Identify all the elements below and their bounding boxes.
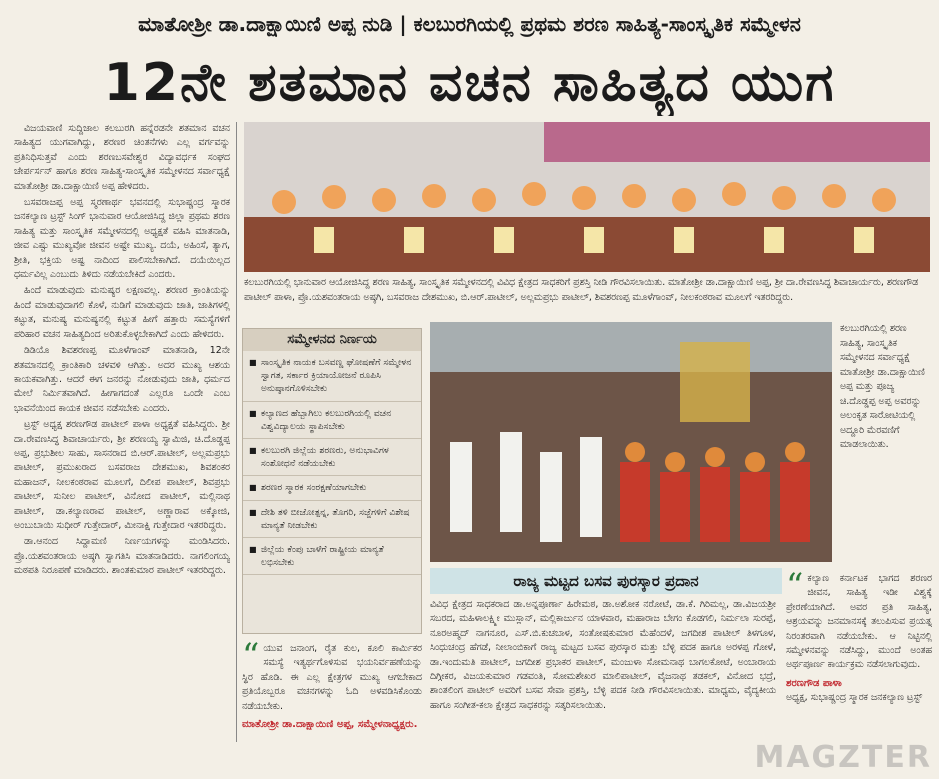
procession-caption: ಕಲಬುರಗಿಯಲ್ಲಿ ಶರಣ ಸಾಹಿತ್ಯ, ಸಾಂಸ್ಕೃತಿಕ ಸಮ್ಮೇಳನದ ಸರ್ವಾಧ್ಯಕ್ಷೆ ಮಾತೋಶ್ರೀ ಡಾ.ದಾಕ್ಷಾಯಿಣಿ ಅಪ್ಪ ಮತ್ತು ಪೂಜ್ಯ ಚಿ.ದೊಡ್ಡಪ್ಪ ಅಪ್ಪ ಅವರನ್ನು ಅಲಂಕೃತ ಸಾರೋಟಿಯಲ್ಲಿ ಅದ್ದೂರಿ ಮೆರವಣಿಗೆ ಮಾಡಲಾಯಿತು. <box>840 323 925 450</box>
stage-photo <box>244 122 930 272</box>
resolution-item: ■ ಶರಣರ ಸ್ಮಾರಕ ಸಂರಕ್ಷಣೆಯಾಗಬೇಕು <box>243 476 421 500</box>
pull-quote-attribution: ಶರಣಗೌಡ ಪಾಳಾ <box>786 677 842 689</box>
quote-mark-icon: “ <box>786 572 804 606</box>
procession-photo <box>430 322 832 562</box>
resolution-item: ■ ಕಲಬುರಗಿ ಜಿಲ್ಲೆಯ ಶರಣರು, ಅನುಭಾವಿಗಳ ಸಂಶೋಧನೆ ನಡೆಯಬೇಕು <box>243 439 421 476</box>
pull-quote-role: ಅಧ್ಯಕ್ಷ, ಸುಭಾಷ್ಚಂದ್ರ ಸ್ಮಾರಕ ಜನಕಲ್ಯಾಣ ಟ್ರಸ್ಟ್ <box>786 692 923 704</box>
stage-photo-illustration <box>244 122 930 272</box>
paragraph: ಬಸವರಾಜಪ್ಪ ಅಪ್ಪ ಸ್ಮರಣಾರ್ಥ ಭವನದಲ್ಲಿ ಸುಭಾಷ್ಚಂದ್ರ ಸ್ಮಾರಕ ಜನಕಲ್ಯಾಣ ಟ್ರಸ್ಟ್ ಸಿಂಗ್ ಭಾನುವಾರ ಆಯೋಜಿಸಿದ್ದ ಜಿಲ್ಲಾ ಪ್ರಥಮ ಶರಣ ಸಾಹಿತ್ಯ ಮತ್ತು ಸಾಂಸ್ಕೃತಿಕ ಸಮ್ಮೇಳನದಲ್ಲಿ ಅಧ್ಯಕ್ಷತೆ ವಹಿಸಿ ಮಾತನಾಡಿ, ಜೀವ ಎಷ್ಟು ಮುಖ್ಯವೋ ಜೀವನ ಅಷ್ಟೇ ಮುಖ್ಯ. ದಯೆ, ಅಹಿಂಸೆ, ತ್ಯಾಗ, ಶ್ರೀತಿ, ಭಕ್ತಿಯ ಅಷ್ಟ ನಾದಿಂದ ಪಾಲಿಸಬೇಕಾಗಿದೆ. ದಯೆಯಿಲ್ಲದ ಧರ್ಮವಿಲ್ಲ ಎಂಬುದು ತಿಳಿದು ನಡೆಯಬೇಕಿದೆ ಎಂದರು. <box>14 197 230 281</box>
paragraph: ವಿಜಯವಾಣಿ ಸುದ್ದಿಜಾಲ ಕಲಬುರಗಿ ಹನ್ನೆರಡನೇ ಶತಮಾನ ವಚನ ಸಾಹಿತ್ಯದ ಯುಗವಾಗಿದ್ದು, ಶರಣರ ಚಿಂತನೆಗಳು ಎಲ್ಲ ವರ್ಗವನ್ನು ಪ್ರತಿನಿಧಿಸುತ್ತವೆ ಎಂದು ಶರಣಬಸವೇಶ್ವರ ವಿದ್ಯಾವರ್ಧಕ ಸಂಘದ ಚೇರ್ಪರ್ಸನ್ ಹಾಗೂ ಶರಣ ಸಾಹಿತ್ಯ-ಸಾಂಸ್ಕೃತಿಕ ಸಮ್ಮೇಳನದ ಸರ್ವಾಧ್ಯಕ್ಷೆ ಮಾತೋಶ್ರೀ ಡಾ.ದಾಕ್ಷಾಯಿಣಿ ಅಪ್ಪ ಹೇಳಿದರು. <box>14 123 230 192</box>
resolution-item: ■ ಜಿಲ್ಲೆಯ ಕೆಂಪು ಬಾಳೆಗೆ ರಾಷ್ಟ್ರೀಯ ಮಾನ್ಯತೆ ಲಭಿಸಬೇಕು <box>243 538 421 575</box>
resolutions-title: ಸಮ್ಮೇಳನದ ನಿರ್ಣಯ <box>243 329 421 351</box>
pull-quote-text: ಯುವ ಜನಾಂಗ, ರೈತ ಕುಲ, ಕೂಲಿ ಕಾರ್ಮಿಕರ ಸಮಸ್ಯೆ ಇತ್ಯರ್ಥಗೊಳಿಸುವ ಭಯನಿರ್ವಹಣೆಯನ್ನು ಸ್ಥಿರ ಹೊಡಿ. ಈ ಎಲ್ಲ ಕ್ಷೇತ್ರಗಳ ಮುಖ್ಯ ಆಗಬೇಕಾದ ಪ್ರತಿಯೊಬ್ಬರೂ ವಚನಗಳನ್ನು ಓದಿ ಅಳವಡಿಸಿಕೊಂಡು ನಡೆಯಬೇಕು. <box>242 643 422 712</box>
awards-heading: ರಾಜ್ಯ ಮಟ್ಟದ ಬಸವ ಪುರಸ್ಕಾರ ಪ್ರದಾನ <box>430 568 782 594</box>
column-divider <box>236 122 237 742</box>
paragraph: ಡಾ.ಆನಂದ ಸಿದ್ದಾಮಣಿ ನಿರ್ಣಯಗಳನ್ನು ಮಂಡಿಸಿದರು. ಪ್ರೊ.ಯಶವಂತರಾಯ ಅಷ್ಠಗಿ ಸ್ವಾಗತಿಸಿ ಮಾತನಾಡಿದರು. ನಾಗಲಿಂಗಯ್ಯ ಮಠಪತಿ ನಿರೂಪಣೆ ಮಾಡಿದರು. ಶಾಂತಕುಮಾರ ಪಾಟೀಲ್ ಇತರರಿದ್ದರು. <box>14 536 230 577</box>
procession-photo-illustration <box>430 322 832 562</box>
paragraph: ಟ್ರಸ್ಟ್ ಅಧ್ಯಕ್ಷ ಶರಣಗೌಡ ಪಾಟೀಲ್ ಪಾಳಾ ಅಧ್ಯಕ್ಷತೆ ವಹಿಸಿದ್ದರು. ಶ್ರೀ ದಾ.ರೇವಣಸಿದ್ಧ ಶಿವಾಚಾರ್ಯರು, ಶ್ರೀ ಶರಣಯ್ಯ ಸ್ವಾಮಿಜಿ, ಚಿ.ದೊಡ್ಡಪ್ಪ ಅಪ್ಪ, ಪ್ರಭುಶೀಲ ಸಾಹು, ಸಾಸನರಾದ ಬಿ.ಆರ್.ಪಾಟೀಲ್, ಅಲ್ಲಮಪ್ರಭು ಪಾಟೀಲ್, ಪ್ರಮುಖರಾದ ಬಸವರಾಜ ದೇಶಮುಖ, ಶಿವಶಂಕರ ಮಹಾಜನ್, ನೀಲಕಂಠರಾವ ಮೂಲಗೆ, ದಿಲೀಪ ಪಾಟೀಲ್, ಶಿವಪ್ರಭು ಪಾಟೀಲ್, ಸುನೀಲ ಪಾಟೀಲ್, ವಿನೋದ ಪಾಟೀಲ್, ಮಲ್ಲಿನಾಥ ಪಾಟೀಲ್, ಡಾ.ಕಲ್ಯಾಣರಾವ ಪಾಟೀಲ್, ಅಣ್ಣಾರಾವ ಅಕ್ಕೋಜಿ, ಅಂಬುಬಾಯಿ ಸುಧೀರ್ ಗುತ್ತೇದಾರ್, ಮೀನಾಕ್ಷಿ ಗುತ್ತೇದಾರ ಇತರರಿದ್ದರು. <box>14 419 230 531</box>
lead-column <box>14 122 230 626</box>
pull-quote-text: ಕಲ್ಯಾಣ ಕರ್ನಾಟಕ ಭಾಗದ ಶರಣರ ಜೀವನ, ಸಾಹಿತ್ಯ ಇಡೀ ವಿಶ್ವಕ್ಕೆ ಪ್ರೇರಣೆಯಾಗಿದೆ. ಅವರ ಪ್ರತಿ ಸಾಹಿತ್ಯ, ಆಶ್ರಯವನ್ನು ಜನಮಾನಸಕ್ಕೆ ತಲುಪಿಸುವ ಪ್ರಯತ್ನ ನಿರಂತರವಾಗಿ ನಡೆಯಬೇಕು. ಆ ನಿಟ್ಟಿನಲ್ಲಿ ಸಮ್ಮೇಳನವನ್ನು ನಡೆಸಿದ್ದು, ಮುಂದೆ ಅಂತಹ ಅರ್ಥಪೂರ್ಣ ಕಾರ್ಯಕ್ರಮ ನಡೆಸಲಾಗುವುದು. <box>786 573 932 671</box>
resolution-item: ■ ಕಲ್ಯಾಣದ ಹೆಬ್ಬಾಗಿಲು ಕಲಬುರಗಿಯಲ್ಲಿ ವಚನ ವಿಶ್ವವಿದ್ಯಾಲಯ ಸ್ಥಾಪಿಸಬೇಕು <box>243 402 421 439</box>
paragraph: ಡಿಡಿಯೊ ಶಿವಶರಣಪ್ಪ ಮೂಳೆಗಾಂವ್ ಮಾತನಾಡಿ, 12ನೇ ಶತಮಾನದಲ್ಲಿ ಕ್ರಾಂತಿಕಾರಿ ಚಳವಳಿ ಆಗಿತ್ತು. ಅದರ ಮುಖ್ಯ ಆಶಯ ಕಾಯಕವಾಗಿತ್ತು. ಆದರೆ ಈಗ ಜನರನ್ನು ನೋಡುವುದು ಜಾತಿ, ಧರ್ಮದ ಮೇಲೆ ನಿರ್ಮಿತವಾಗಿದೆ. ಹೀಗಾಗದಂತೆ ಎಲ್ಲರೂ ಒಂದೇ ಎಂಬ ಭಾವನೆಯಿಂದ ಕಾಯಕ ಜೀವನ ನಡೆಸಬೇಕು ಎಂದರು. <box>14 345 230 414</box>
quote-mark-icon: “ <box>242 642 260 676</box>
pull-quote-attribution: ಮಾತೋಶ್ರೀ ಡಾ.ದಾಕ್ಷಾಯಿಣಿ ಅಪ್ಪ, ಸಮ್ಮೇಳನಾಧ್ಯಕ್ಷರು. <box>242 719 418 731</box>
headline: 12ನೇ ಶತಮಾನ ವಚನ ಸಾಹಿತ್ಯದ ಯುಗ <box>103 53 836 113</box>
kicker-line: ಮಾತೋಶ್ರೀ ಡಾ.ದಾಕ್ಷಾಯಿಣಿ ಅಪ್ಪ ನುಡಿ | ಕಲಬುರಗಿಯಲ್ಲಿ ಪ್ರಥಮ ಶರಣ ಸಾಹಿತ್ಯ-ಸಾಂಸ್ಕೃತಿಕ ಸಮ್ಮೇಳನ <box>138 12 801 36</box>
paragraph: ಹಿಂದೆ ಮಾಡುವುದು ಮನುಷ್ಯರ ಲಕ್ಷಣವಲ್ಲ. ಶರಣರ ಕ್ರಾಂತಿಯನ್ನು ಹಿಂದೆ ಮಾಡುವುದಾಗಲಿ ಕೊಳೆ, ನುಡಿಗೆ ಮಾಡುವುದು ಜಾತಿ, ಜಾತಿಗಳಲ್ಲಿ ಕಟ್ಟುತ, ಮನುಷ್ಯ ಮನುಷ್ಯನಲ್ಲಿ ಕಟ್ಟುತ ಹೀಗೆ ಹತ್ತಾರು ಸಮಸ್ಯೆಗಳಿಗೆ ಪರಿಹಾರ ವಚನ ಸಾಹಿತ್ಯದಿಂದ ಅರಿತುಕೊಳ್ಳಬೇಕಾಗಿದೆ ಎಂದು ಹೇಳಿದರು. <box>14 285 230 340</box>
awards-text: ವಿವಿಧ ಕ್ಷೇತ್ರದ ಸಾಧಕರಾದ ಡಾ.ಅನ್ನಪೂರ್ಣಾ ಹಿರೇಮಠ, ಡಾ.ಅಶೋಕ ನರೋಟೆ, ಡಾ.ಕೆ. ಗಿರಿಮಲ್ಲ, ಡಾ.ವಿಜಯಶ್ರೀ ಸಬರದ, ಮಹಿಳಾಲಕ್ಷ್ಮೀ ಮುಸ್ಲಾನ್, ಮಲ್ಲಿಕಾರ್ಜುನ ಯಾಳವಾರ, ಮಹಾರಾಜ ಬೇಗಂ ಕೊಡಗಲಿ, ನಿರ್ಮಲಾ ಸುರಪ್ಪೆ, ನೂರಅಹ್ಮದ್ ನಾಗನೂರ, ಎಸ್.ಬಿ.ಕುಚಬಾಳ, ಸಂತೋಷಕುಮಾರ ಮೆಹೆಂದಳೆ, ಜಗದೀಶ ಪಾಟೀಲ್ ತಿಳಗೂಳ, ಸಿಂಧುಚಂದ್ರ ಹೆಗಡೆ, ನೀಲಾಂಬಿಕಾಗೆ ರಾಜ್ಯ ಮಟ್ಟದ ಬಸವ ಪುರಸ್ಕಾರ ಮತ್ತು ಬೆಳ್ಳಿ ಪದಕ ಹಾಗೂ ಅರಳಪ್ಪ ಗೋಳೆ, ಡಾ.ಇಂದುಮತಿ ಪಾಟೀಲ್, ಜಗದೀಶ ಪ್ರಭಾಕರ ಪಾಟೀಲ್, ಮಂಜುಳಾ ಸೋಮನಾಥ ಬಾಗಲಕೋಟೆ, ಅಂಬಾರಾಯ ದಿಗ್ಗೀಕರ, ವಿಜಯಕುಮಾರ ಗಡವಂತಿ, ಸೋಮಶೇಖರ ಮಾಲಿಪಾಟೀಲ್, ವೈಜನಾಥ ತಡಕಲ್, ವಿನೋದ ಭದ್ರೆ, ಶಾಂತಲಿಂಗ ಪಾಟೀಲ್ ಅವರಿಗೆ ಬಸವ ಸೇವಾ ಪ್ರಶಸ್ತಿ, ಬೆಳ್ಳಿ ಪದಕ ನೀಡಿ ಗೌರವಿಸಲಾಯಿತು. ಮಾಧ್ಯಮ, ವೈದ್ಯಕೀಯ ಹಾಗೂ ಸಂಗೀತ-ಕಲಾ ಕ್ಷೇತ್ರದ ಸಾಧಕರನ್ನು ಸತ್ಕರಿಸಲಾಯಿತು. <box>430 599 776 711</box>
stage-photo-caption: ಕಲಬುರಗಿಯಲ್ಲಿ ಭಾನುವಾರ ಆಯೋಜಿಸಿದ್ದ ಶರಣ ಸಾಹಿತ್ಯ, ಸಾಂಸ್ಕೃತಿಕ ಸಮ್ಮೇಳನದಲ್ಲಿ ವಿವಿಧ ಕ್ಷೇತ್ರದ ಸಾಧಕರಿಗೆ ಪ್ರಶಸ್ತಿ ನೀಡಿ ಗೌರವಿಸಲಾಯಿತು. ಮಾತೋಶ್ರೀ ಡಾ.ದಾಕ್ಷಾಯಿಣಿ ಅಪ್ಪ, ಶ್ರೀ ದಾ.ರೇವಣಸಿದ್ಧ ಶಿವಾಚಾರ್ಯರು, ಶರಣಗೌಡ ಪಾಟೀಲ್ ಪಾಳಾ, ಪ್ರೊ.ಯಶವಂತರಾಯ ಅಷ್ಠಗಿ, ಬಸವರಾಜ ದೇಶಮುಖ, ಬಿ.ಆರ್.ಪಾಟೀಲ್, ಅಲ್ಲಮಪ್ರಭು ಪಾಟೀಲ್, ಶಿವಶರಣಪ್ಪ ಮೂಳೆಗಾಂವ್, ನೀಲಕಂಠರಾವ ಮೂಲಗೆ ಇತರರಿದ್ದರು. <box>244 277 919 303</box>
watermark-logo: MAGZTER <box>754 740 932 775</box>
resolutions-box <box>242 328 422 634</box>
pull-quote-president <box>242 642 422 746</box>
resolution-item: ■ ದೇಶಿ ತಳಿ ಬೀಜೋತ್ಪನ್ನ, ತೊಗರಿ, ಸಜ್ಜೆಗಳಿಗೆ ವಿಶೇಷ ಮಾನ್ಯತೆ ನೀಡಬೇಕು <box>243 501 421 538</box>
resolution-item: ■ ಸಾಂಸ್ಕೃತಿಕ ನಾಯಕ ಬಸವಣ್ಣ ಘೋಷಣೆಗೆ ಸಮ್ಮೇಳನ ಸ್ವಾಗತ, ಸರ್ಕಾರ ಕ್ರಿಯಾಯೋಜನೆ ರೂಪಿಸಿ ಅನುಷ್ಠಾನಗೊಳಿಸಬೇಕು <box>243 351 421 402</box>
pull-quote-trust <box>786 572 932 732</box>
